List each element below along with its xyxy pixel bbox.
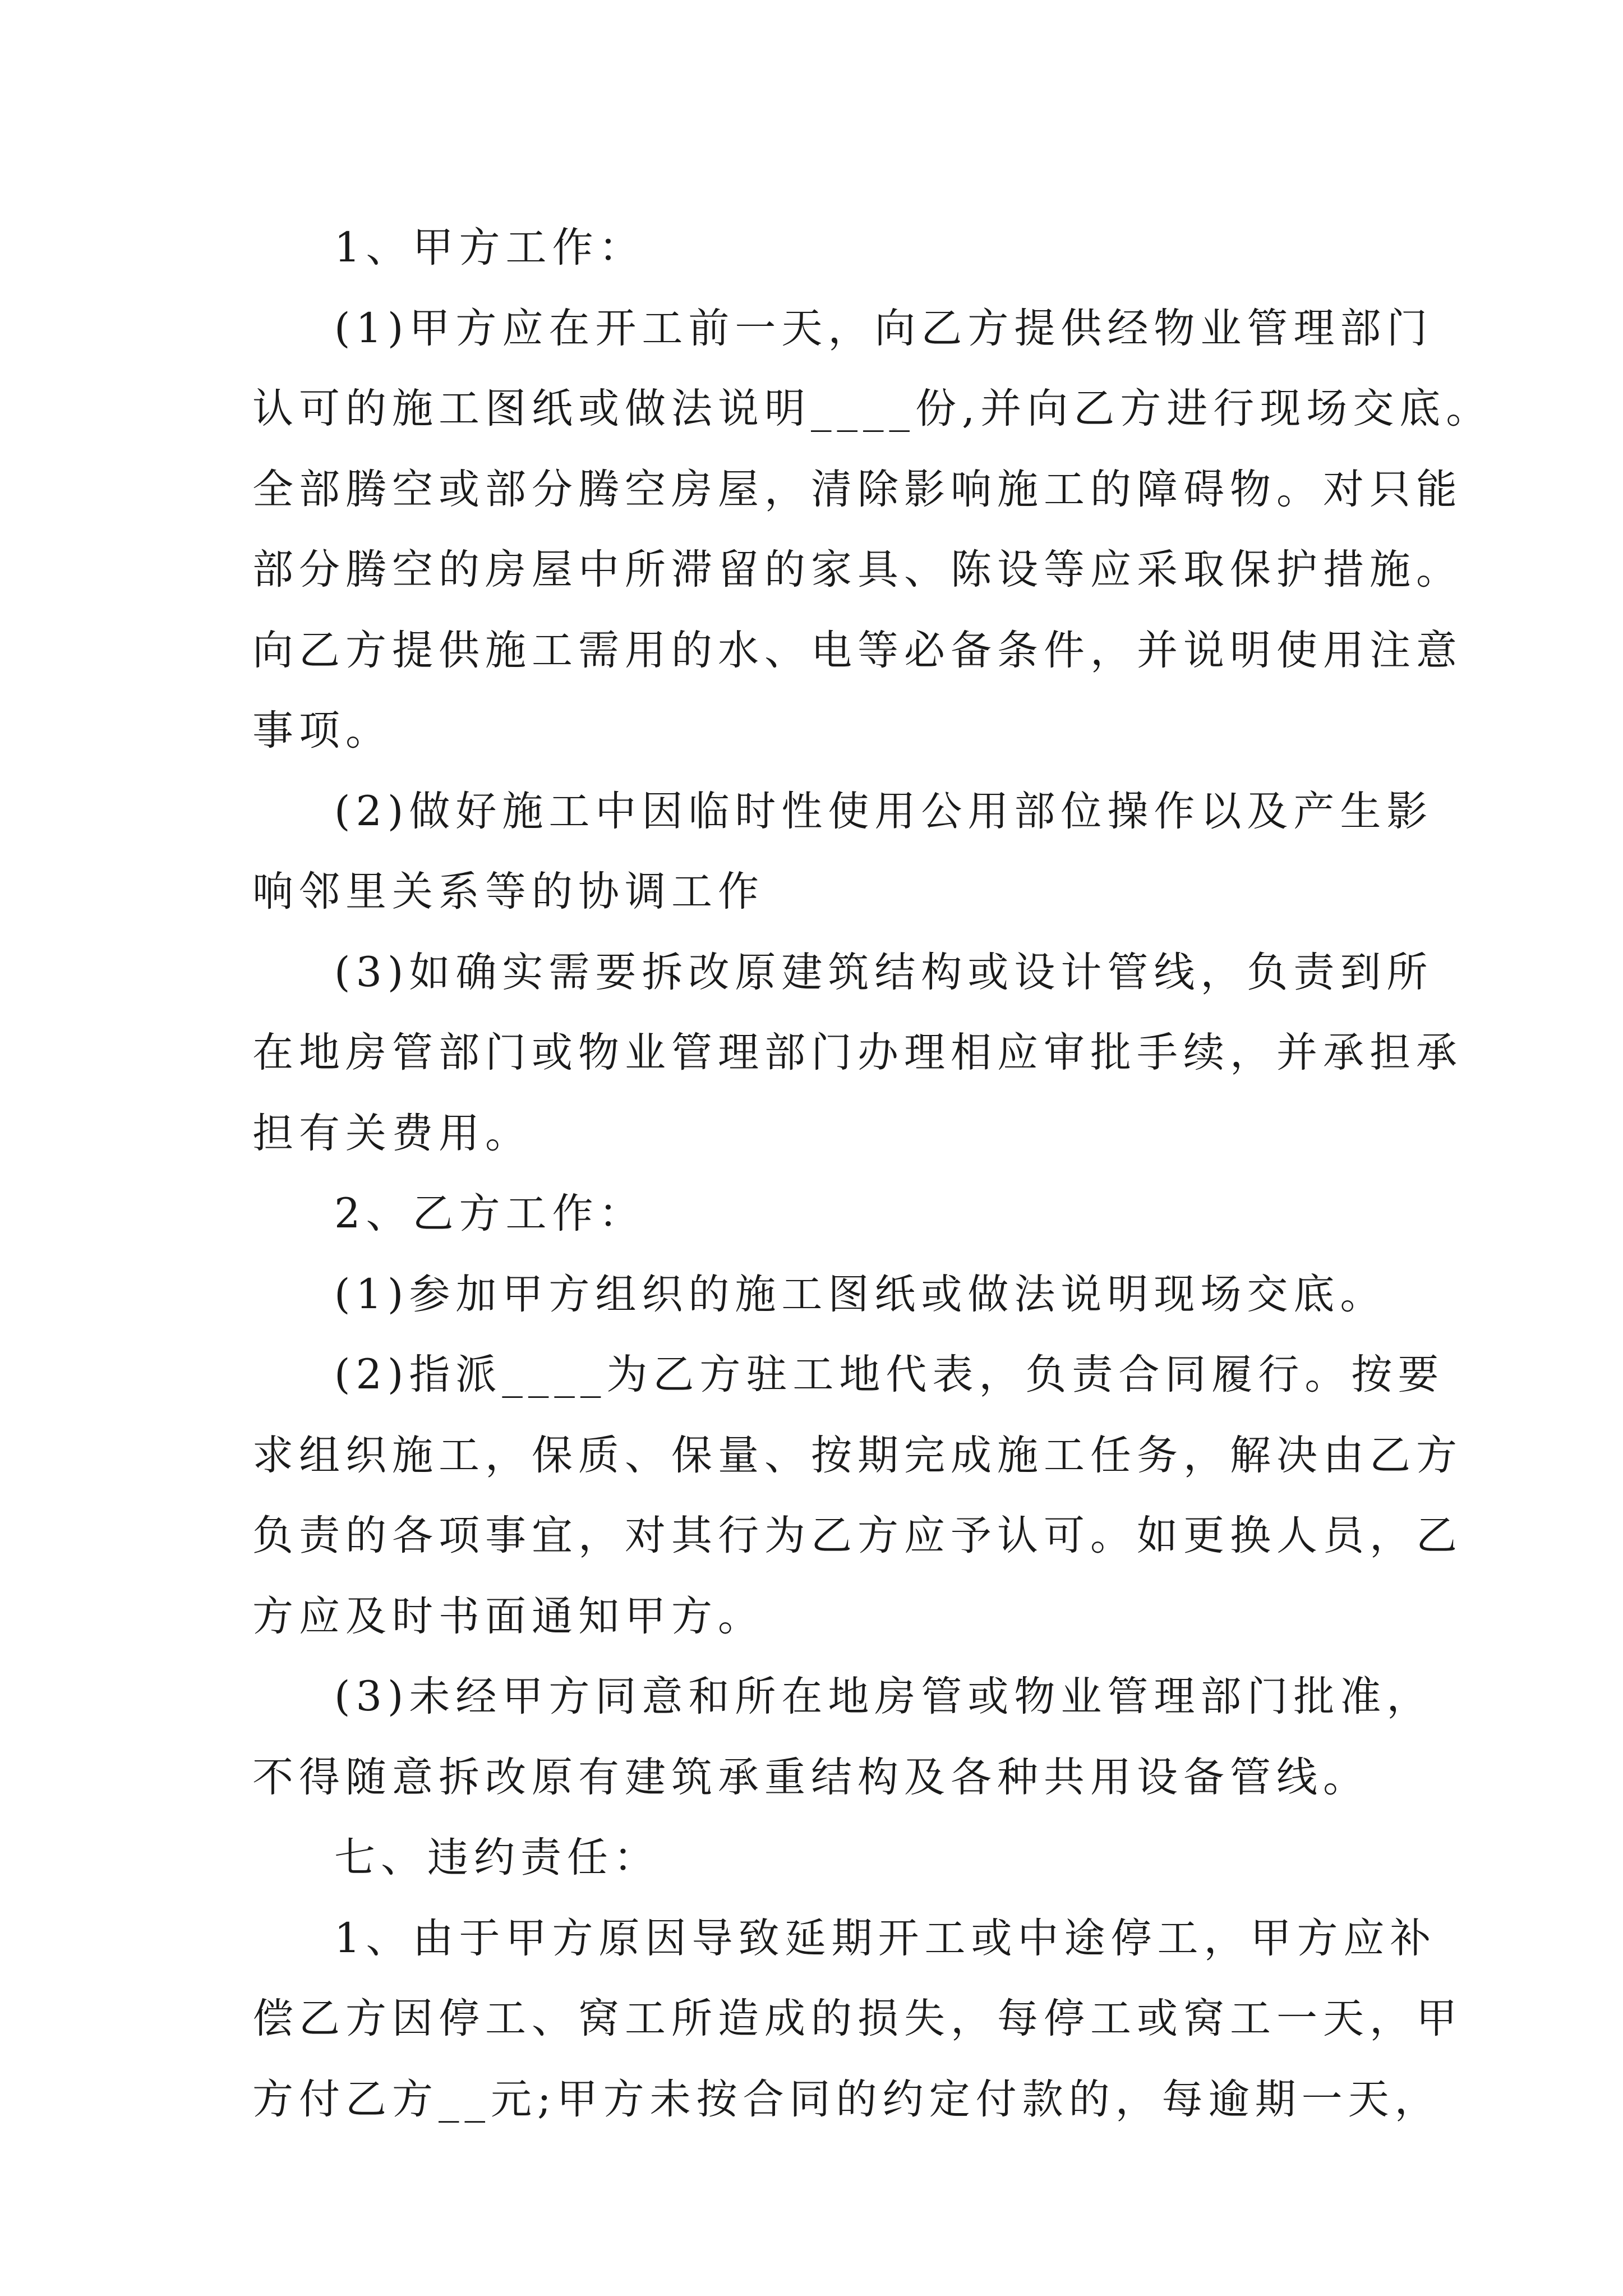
text-line: 1、由于甲方原因导致延期开工或中途停工，甲方应补 [334, 1914, 1437, 1962]
text-line: 1、甲方工作： [334, 224, 645, 272]
text-line: 求组织施工，保质、保量、按期完成施工任务，解决由乙方 [252, 1431, 1463, 1479]
text-line: (3)未经甲方同意和所在地房管或物业管理部门批准， [334, 1673, 1433, 1720]
text-line: (1)甲方应在开工前一天，向乙方提供经物业管理部门 [334, 304, 1433, 352]
text-line: 不得随意拆改原有建筑承重结构及各种共用设备管线。 [252, 1753, 1370, 1801]
text-line: 事项。 [252, 707, 392, 754]
text-line: 负责的各项事宜，对其行为乙方应予认可。如更换人员，乙 [252, 1512, 1463, 1559]
text-line: 方应及时书面通知甲方。 [252, 1592, 764, 1640]
contract-body-text [252, 208, 1493, 2139]
text-line: 响邻里关系等的协调工作 [252, 868, 764, 915]
text-line: 方付乙方__元;甲方未按合同的约定付款的，每逾期一天， [252, 2075, 1441, 2123]
text-line: 2、乙方工作： [334, 1190, 645, 1237]
text-line: 担有关费用。 [252, 1109, 532, 1157]
text-line: 部分腾空的房屋中所滞留的家具、陈设等应采取保护措施。 [252, 546, 1463, 593]
text-line: 认可的施工图纸或做法说明____份,并向乙方进行现场交底。 [252, 385, 1493, 432]
text-line: 全部腾空或部分腾空房屋，清除影响施工的障碍物。对只能 [252, 465, 1463, 513]
text-line: 七、违约责任： [334, 1834, 660, 1881]
text-line: (3)如确实需要拆改原建筑结构或设计管线，负责到所 [334, 948, 1433, 996]
text-line: 偿乙方因停工、窝工所造成的损失，每停工或窝工一天，甲 [252, 1995, 1463, 2042]
text-line: (2)指派____为乙方驻工地代表，负责合同履行。按要 [334, 1351, 1445, 1398]
text-line: (1)参加甲方组织的施工图纸或做法说明现场交底。 [334, 1270, 1387, 1318]
text-line: (2)做好施工中因临时性使用公用部位操作以及产生影 [334, 787, 1433, 835]
text-line: 在地房管部门或物业管理部门办理相应审批手续，并承担承 [252, 1029, 1463, 1076]
text-line: 向乙方提供施工需用的水、电等必备条件，并说明使用注意 [252, 626, 1463, 674]
